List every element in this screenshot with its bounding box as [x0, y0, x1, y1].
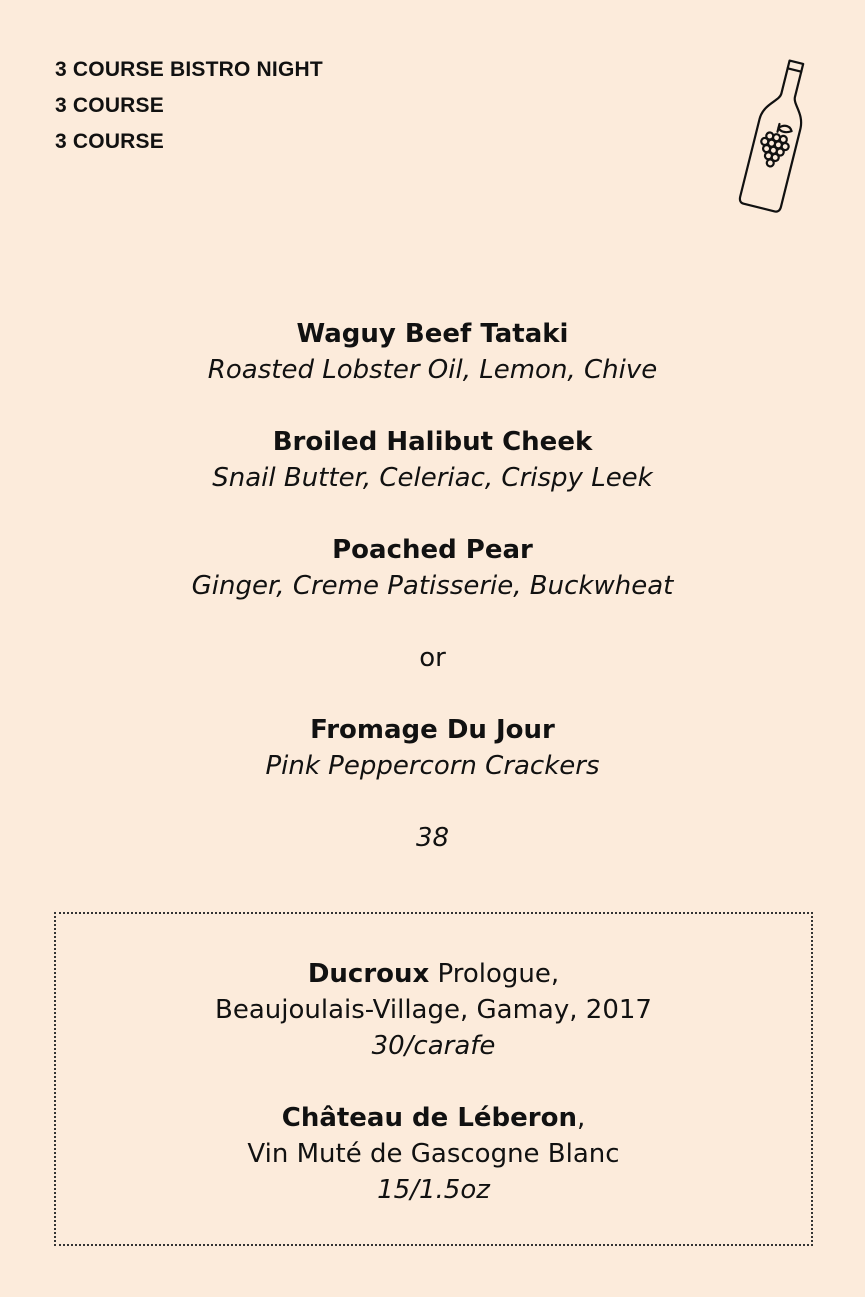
header-subtitle: 3 COURSE — [55, 94, 164, 117]
wine-details: Vin Muté de Gascogne Blanc — [247, 1139, 620, 1169]
wine-bottle-grapes-icon — [738, 56, 818, 216]
wine-price: 15/1.5oz — [377, 1175, 490, 1205]
dish-name: Broiled Halibut Cheek — [272, 427, 593, 457]
course-3 — [0, 532, 865, 604]
wine-price: 30/carafe — [371, 1031, 496, 1061]
wine-producer: Ducroux — [307, 959, 430, 989]
wine-2 — [56, 1100, 811, 1208]
wine-title — [56, 956, 811, 992]
course-2 — [0, 424, 865, 496]
header-subtitle: 3 COURSE — [55, 130, 164, 153]
wine-title — [56, 1100, 811, 1136]
wine-name: , — [576, 1103, 586, 1133]
dish-description: Roasted Lobster Oil, Lemon, Chive — [207, 355, 658, 385]
wine-1 — [56, 956, 811, 1064]
wine-pairing-box — [54, 912, 813, 1246]
dish-description: Ginger, Creme Patisserie, Buckwheat — [191, 571, 674, 601]
menu-price: 38 — [415, 823, 450, 853]
dish-name: Waguy Beef Tataki — [296, 319, 569, 349]
or-separator: or — [419, 643, 446, 673]
wine-producer: Château de Léberon — [281, 1103, 577, 1133]
wine-name: Prologue, — [429, 959, 560, 989]
dish-name: Poached Pear — [332, 535, 533, 565]
dish-description: Pink Peppercorn Crackers — [265, 751, 600, 781]
course-alternative — [0, 712, 865, 784]
course-1 — [0, 316, 865, 388]
header — [55, 52, 323, 160]
menu — [0, 316, 865, 856]
header-title: 3 COURSE BISTRO NIGHT — [55, 58, 323, 81]
dish-description: Snail Butter, Celeriac, Crispy Leek — [212, 463, 653, 493]
wine-details: Beaujoulais-Village, Gamay, 2017 — [215, 995, 652, 1025]
dish-name: Fromage Du Jour — [310, 715, 555, 745]
